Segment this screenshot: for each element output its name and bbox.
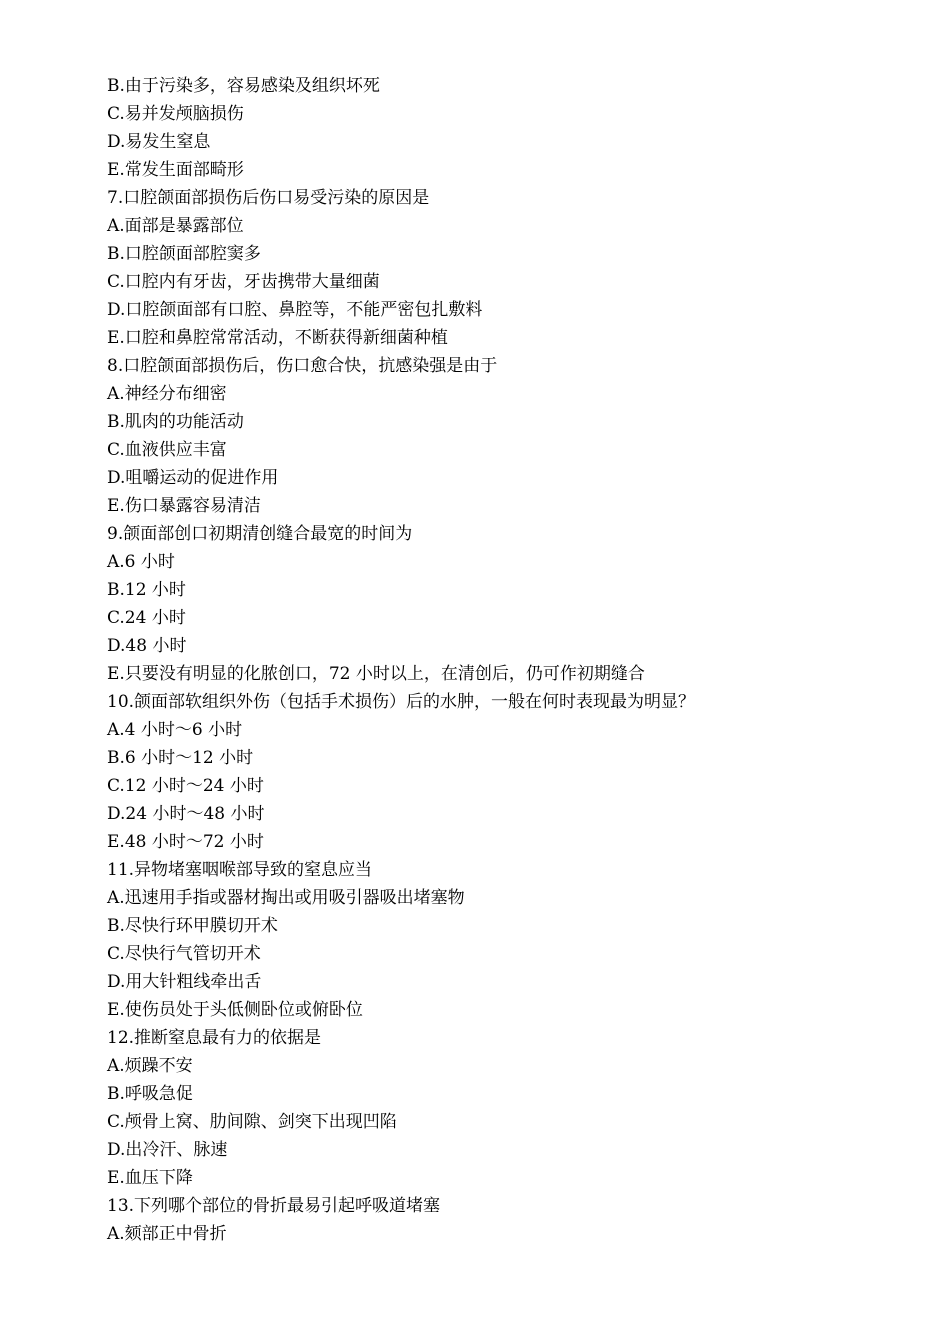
question-line: 12.推断窒息最有力的依据是	[107, 1028, 322, 1048]
question-line: 9.颌面部创口初期清创缝合最宽的时间为	[107, 524, 413, 544]
question-line: 8.口腔颌面部损伤后，伤口愈合快，抗感染强是由于	[107, 356, 498, 376]
option-line: B.口腔颌面部腔窦多	[107, 244, 261, 264]
option-line: C.颅骨上窝、肋间隙、剑突下出现凹陷	[107, 1112, 397, 1132]
question-line: 11.异物堵塞咽喉部导致的窒息应当	[107, 860, 373, 880]
option-line: D.易发生窒息	[107, 132, 211, 152]
option-line: E.常发生面部畸形	[107, 160, 244, 180]
option-line: C.口腔内有牙齿，牙齿携带大量细菌	[107, 272, 380, 292]
question-line: 7.口腔颌面部损伤后伤口易受污染的原因是	[107, 188, 430, 208]
option-line: A.4 小时～6 小时	[107, 720, 243, 740]
option-line: E.伤口暴露容易清洁	[107, 496, 261, 516]
option-line: A.烦躁不安	[107, 1056, 193, 1076]
option-line: C.易并发颅脑损伤	[107, 104, 244, 124]
option-line: C.尽快行气管切开术	[107, 944, 261, 964]
option-line: B.6 小时～12 小时	[107, 748, 254, 768]
option-line: E.口腔和鼻腔常常活动，不断获得新细菌种植	[107, 328, 448, 348]
question-line: 10.颌面部软组织外伤（包括手术损伤）后的水肿，一般在何时表现最为明显？	[107, 692, 696, 712]
document-page	[107, 72, 907, 1248]
option-line: B.尽快行环甲膜切开术	[107, 916, 278, 936]
option-line: B.12 小时	[107, 580, 186, 600]
option-line: E.血压下降	[107, 1168, 193, 1188]
option-line: A.面部是暴露部位	[107, 216, 244, 236]
option-line: C.血液供应丰富	[107, 440, 227, 460]
option-line: D.咀嚼运动的促进作用	[107, 468, 279, 488]
option-line: A.颏部正中骨折	[107, 1224, 227, 1244]
option-line: A.神经分布细密	[107, 384, 227, 404]
option-line: C.24 小时	[107, 608, 186, 628]
option-line: E.只要没有明显的化脓创口，72 小时以上，在清创后，仍可作初期缝合	[107, 664, 645, 684]
option-line: A.迅速用手指或器材掏出或用吸引器吸出堵塞物	[107, 888, 465, 908]
option-line: C.12 小时～24 小时	[107, 776, 264, 796]
option-line: D.24 小时～48 小时	[107, 804, 265, 824]
option-line: B.呼吸急促	[107, 1084, 193, 1104]
option-line: D.用大针粗线牵出舌	[107, 972, 262, 992]
option-line: E.使伤员处于头低侧卧位或俯卧位	[107, 1000, 363, 1020]
option-line: B.由于污染多，容易感染及组织坏死	[107, 76, 380, 96]
option-line: E.48 小时～72 小时	[107, 832, 264, 852]
option-line: D.出冷汗、脉速	[107, 1140, 228, 1160]
option-line: B.肌肉的功能活动	[107, 412, 244, 432]
option-line: D.48 小时	[107, 636, 187, 656]
option-line: D.口腔颌面部有口腔、鼻腔等，不能严密包扎敷料	[107, 300, 483, 320]
question-line: 13.下列哪个部位的骨折最易引起呼吸道堵塞	[107, 1196, 441, 1216]
option-line: A.6 小时	[107, 552, 175, 572]
